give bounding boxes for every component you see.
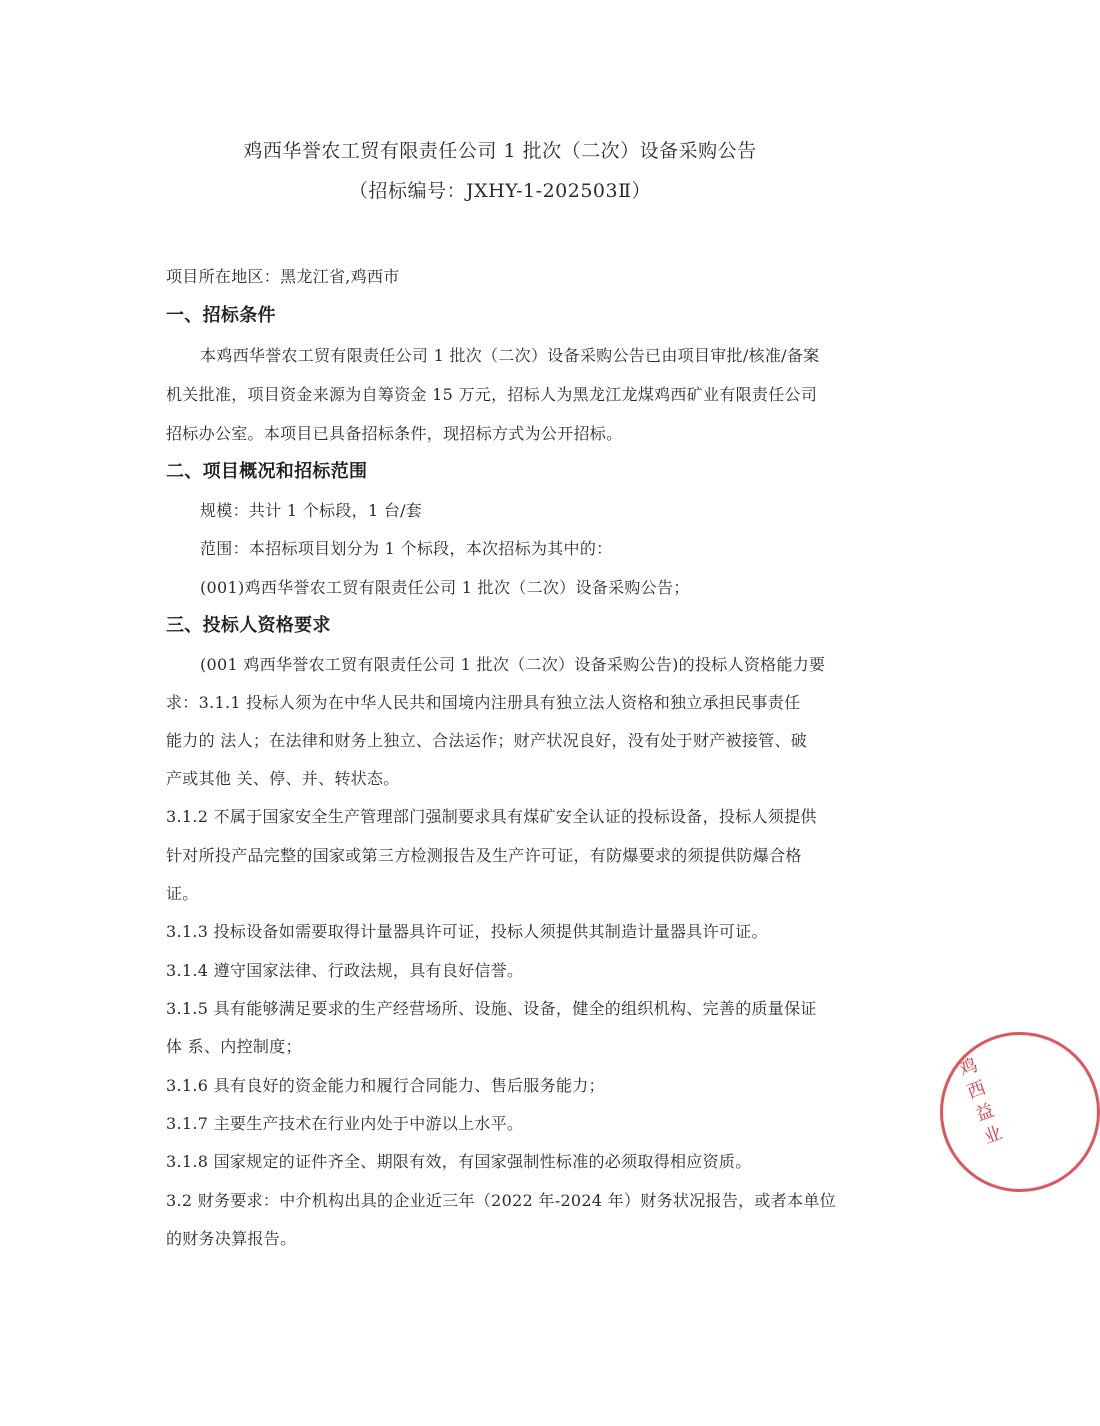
paragraph-line: 3.1.2 不属于国家安全生产管理部门强制要求具有煤矿安全认证的投标设备，投标人须提供 [166, 807, 817, 826]
paragraph-line: 体 系、内控制度； [166, 1037, 302, 1056]
section-heading-1: 一、招标条件 [166, 305, 276, 326]
paragraph-line: 3.1.6 具有良好的资金能力和履行合同能力、售后服务能力； [166, 1076, 605, 1095]
paragraph-line: 的财务决算报告。 [166, 1229, 297, 1248]
paragraph-line: 产或其他 关、停、并、转状态。 [166, 769, 400, 788]
section-heading-3: 三、投标人资格要求 [166, 615, 331, 636]
paragraph-line: 3.1.8 国家规定的证件齐全、期限有效，有国家强制性标准的必须取得相应资质。 [166, 1152, 752, 1171]
paragraph-line: 3.1.4 遵守国家法律、行政法规，具有良好信誉。 [166, 961, 524, 980]
paragraph-line: 3.2 财务要求：中介机构出具的企业近三年（2022 年-2024 年）财务状况报告，或者本单位 [166, 1191, 836, 1210]
paragraph-line: (001 鸡西华誉农工贸有限责任公司 1 批次（二次）设备采购公告)的投标人资格能力要 [200, 655, 826, 674]
paragraph-line: 招标办公室。本项目已具备招标条件，现招标方式为公开招标。 [166, 424, 623, 443]
project-range: 范围：本招标项目划分为 1 个标段，本次招标为其中的： [200, 539, 613, 558]
lot-item: (001)鸡西华誉农工贸有限责任公司 1 批次（二次）设备采购公告； [200, 578, 690, 597]
tender-number: （招标编号：JXHY-1-202503Ⅱ） [348, 180, 652, 202]
paragraph-line: 证。 [166, 884, 199, 903]
paragraph-line: 本鸡西华誉农工贸有限责任公司 1 批次（二次）设备采购公告已由项目审批/核准/备案 [200, 346, 820, 365]
paragraph-line: 机关批准，项目资金来源为自筹资金 15 万元，招标人为黑龙江龙煤鸡西矿业有限责任公司 [166, 385, 818, 404]
paragraph-line: 求：3.1.1 投标人须为在中华人民共和国境内注册具有独立法人资格和独立承担民事责任 [166, 693, 801, 712]
paragraph-line: 3.1.3 投标设备如需要取得计量器具许可证，投标人须提供其制造计量器具许可证。 [166, 922, 768, 941]
paragraph-line: 3.1.5 具有能够满足要求的生产经营场所、设施、设备，健全的组织机构、完善的质量保证 [166, 999, 817, 1018]
project-location: 项目所在地区：黑龙江省,鸡西市 [166, 267, 400, 286]
paragraph-line: 3.1.7 主要生产技术在行业内处于中游以上水平。 [166, 1114, 524, 1133]
section-heading-2: 二、项目概况和招标范围 [166, 461, 368, 482]
company-seal-text: 鸡西益业 [956, 1054, 1006, 1149]
paragraph-line: 针对所投产品完整的国家或第三方检测报告及生产许可证，有防爆要求的须提供防爆合格 [166, 846, 802, 865]
paragraph-line: 能力的 法人；在法律和财务上独立、合法运作；财产状况良好，没有处于财产被接管、破 [166, 731, 808, 750]
project-scale: 规模：共计 1 个标段，1 台/套 [200, 501, 423, 520]
document-title: 鸡西华誉农工贸有限责任公司 1 批次（二次）设备采购公告 [243, 140, 757, 162]
